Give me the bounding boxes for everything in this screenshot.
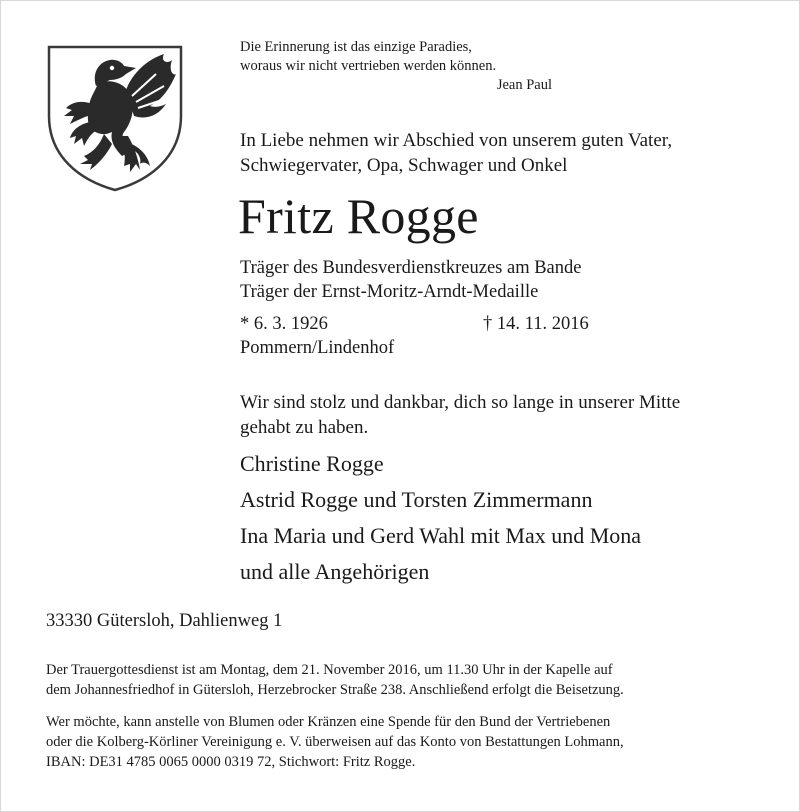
family-address: 33330 Gütersloh, Dahlienweg 1	[46, 611, 283, 631]
death-date: † 14. 11. 2016	[483, 314, 589, 334]
mourner-line: Ina Maria und Gerd Wahl mit Max und Mona	[240, 523, 642, 548]
quote-line: woraus wir nicht vertrieben werden können.	[240, 58, 497, 74]
quote-author: Jean Paul	[496, 77, 552, 93]
donation-line: Wer möchte, kann anstelle von Blumen oder Kränzen eine Spende für den Bund der Vertriebenen	[46, 714, 611, 730]
farewell-intro	[240, 128, 770, 178]
funeral-service-info	[46, 660, 758, 700]
quote-line: Die Erinnerung ist das einzige Paradies,	[240, 39, 472, 55]
mourner-line: Astrid Rogge und Torsten Zimmermann	[240, 487, 593, 512]
mourner-line: Christine Rogge	[240, 451, 384, 476]
mourners-list	[240, 446, 780, 590]
griffin-coat-of-arms-icon	[46, 44, 184, 192]
gratitude-line: gehabt zu haben.	[240, 417, 369, 438]
deceased-name: Fritz Rogge	[238, 188, 479, 244]
service-line: dem Johannesfriedhof in Gütersloh, Herzebrocker Straße 238. Anschließend erfolgt die Beisetzung.	[46, 682, 624, 698]
gratitude-line: Wir sind stolz und dankbar, dich so lange in unserer Mitte	[240, 392, 681, 413]
mourner-line: und alle Angehörigen	[240, 559, 430, 584]
birth-date: * 6. 3. 1926	[240, 314, 328, 334]
honors-list	[240, 256, 760, 304]
gratitude-text	[240, 390, 780, 440]
intro-line: In Liebe nehmen wir Abschied von unserem guten Vater,	[240, 130, 673, 151]
epigraph-quote	[240, 38, 560, 95]
honor-line: Träger des Bundesverdienstkreuzes am Bande	[240, 258, 582, 278]
honor-line: Träger der Ernst-Moritz-Arndt-Medaille	[240, 282, 539, 302]
birthplace: Pommern/Lindenhof	[240, 338, 395, 358]
service-line: Der Trauergottesdienst ist am Montag, dem 21. November 2016, um 11.30 Uhr in der Kapelle auf	[46, 662, 613, 678]
donation-line: IBAN: DE31 4785 0065 0000 0319 72, Stichwort: Fritz Rogge.	[46, 754, 416, 770]
donation-info	[46, 712, 758, 772]
intro-line: Schwiegervater, Opa, Schwager und Onkel	[240, 155, 568, 176]
donation-line: oder die Kolberg-Körliner Vereinigung e. V. überweisen auf das Konto von Bestattungen Lohmann,	[46, 734, 624, 750]
